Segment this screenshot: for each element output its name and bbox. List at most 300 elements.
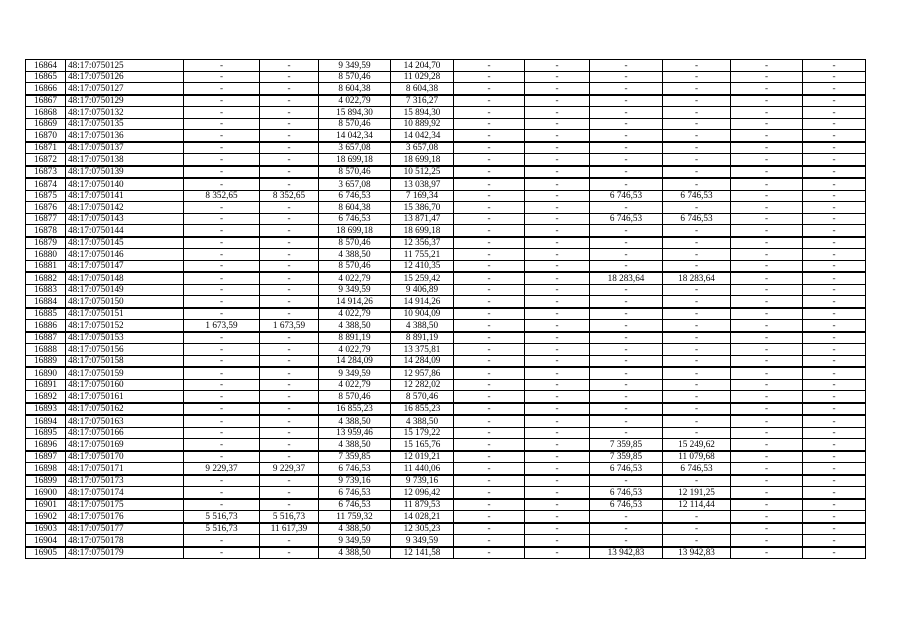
value-cell: - — [663, 415, 731, 427]
value-cell: - — [731, 190, 803, 202]
value-cell: - — [731, 487, 803, 499]
value-cell: - — [731, 107, 803, 119]
value-cell: - — [525, 535, 590, 547]
row-number-cell: 16866 — [26, 83, 66, 95]
value-cell: - — [260, 60, 319, 72]
value-cell: - — [525, 475, 590, 487]
value-cell: - — [260, 535, 319, 547]
value-cell: - — [525, 166, 590, 179]
value-cell: 13 375,81 — [391, 344, 454, 356]
value-cell: 4 022,79 — [319, 344, 391, 356]
value-cell: - — [590, 71, 663, 83]
value-cell: 6 746,53 — [663, 463, 731, 475]
value-cell: 6 746,53 — [590, 463, 663, 475]
value-cell: - — [260, 391, 319, 403]
value-cell: - — [803, 427, 866, 439]
value-cell: - — [590, 296, 663, 308]
value-cell: - — [525, 379, 590, 391]
row-number-cell: 16891 — [26, 379, 66, 391]
value-cell: - — [663, 107, 731, 119]
value-cell: 9 229,37 — [260, 463, 319, 475]
value-cell: - — [525, 272, 590, 284]
value-cell: - — [803, 142, 866, 154]
row-number-cell: 16881 — [26, 260, 66, 272]
value-cell: - — [803, 535, 866, 547]
value-cell: - — [525, 154, 590, 166]
cadastral-number-cell: 48:17:0750129 — [66, 95, 184, 107]
value-cell: - — [260, 107, 319, 119]
value-cell: - — [731, 415, 803, 427]
value-cell: - — [525, 260, 590, 272]
cadastral-number-cell: 48:17:0750147 — [66, 260, 184, 272]
value-cell: 9 229,37 — [184, 463, 260, 475]
value-cell: - — [590, 284, 663, 296]
value-cell: - — [454, 118, 525, 130]
cadastral-number-cell: 48:17:0750158 — [66, 355, 184, 367]
value-cell: - — [525, 60, 590, 72]
value-cell: - — [731, 213, 803, 225]
table-row — [26, 272, 866, 284]
value-cell: - — [260, 427, 319, 439]
value-cell: - — [803, 499, 866, 511]
value-cell: - — [260, 249, 319, 261]
value-cell: - — [590, 60, 663, 72]
table-row — [26, 142, 866, 154]
cadastral-number-cell: 48:17:0750139 — [66, 166, 184, 179]
row-number-cell: 16886 — [26, 320, 66, 332]
value-cell: 6 746,53 — [663, 190, 731, 202]
row-number-cell: 16894 — [26, 415, 66, 427]
table-row — [26, 451, 866, 463]
value-cell: - — [260, 237, 319, 249]
value-cell: - — [590, 511, 663, 523]
cadastral-number-cell: 48:17:0750138 — [66, 154, 184, 166]
cadastral-number-cell: 48:17:0750169 — [66, 439, 184, 451]
value-cell: - — [663, 535, 731, 547]
cadastral-number-cell: 48:17:0750174 — [66, 487, 184, 499]
value-cell: 6 746,53 — [319, 487, 391, 499]
row-number-cell: 16885 — [26, 308, 66, 320]
value-cell: - — [663, 403, 731, 416]
value-cell: - — [454, 463, 525, 475]
cadastral-number-cell: 48:17:0750152 — [66, 320, 184, 332]
table-row — [26, 308, 866, 320]
value-cell: - — [184, 344, 260, 356]
value-cell: - — [260, 308, 319, 320]
value-cell: - — [803, 451, 866, 463]
value-cell: - — [454, 415, 525, 427]
value-cell: - — [525, 107, 590, 119]
value-cell: 6 746,53 — [319, 213, 391, 225]
value-cell: - — [663, 475, 731, 487]
cadastral-number-cell: 48:17:0750173 — [66, 475, 184, 487]
table-row — [26, 427, 866, 439]
value-cell: - — [525, 332, 590, 344]
value-cell: - — [525, 71, 590, 83]
value-cell: - — [590, 260, 663, 272]
value-cell: - — [590, 166, 663, 179]
value-cell: - — [184, 547, 260, 559]
value-cell: 16 855,23 — [391, 403, 454, 416]
value-cell: - — [260, 71, 319, 83]
value-cell: - — [260, 355, 319, 367]
table-row — [26, 107, 866, 119]
table-row — [26, 475, 866, 487]
value-cell: - — [184, 249, 260, 261]
cadastral-number-cell: 48:17:0750126 — [66, 71, 184, 83]
table-row — [26, 367, 866, 379]
row-number-cell: 16888 — [26, 344, 66, 356]
value-cell: - — [184, 427, 260, 439]
value-cell: 14 914,26 — [319, 296, 391, 308]
value-cell: - — [184, 308, 260, 320]
table-row — [26, 403, 866, 416]
row-number-cell: 16889 — [26, 355, 66, 367]
value-cell: 10 904,09 — [391, 308, 454, 320]
value-cell: - — [663, 308, 731, 320]
value-cell: - — [454, 154, 525, 166]
value-cell: - — [184, 130, 260, 142]
row-number-cell: 16872 — [26, 154, 66, 166]
value-cell: - — [803, 332, 866, 344]
cadastral-number-cell: 48:17:0750132 — [66, 107, 184, 119]
value-cell: 8 891,19 — [391, 332, 454, 344]
cadastral-number-cell: 48:17:0750145 — [66, 237, 184, 249]
value-cell: - — [803, 225, 866, 237]
value-cell: 13 038,97 — [391, 178, 454, 190]
value-cell: 12 096,42 — [391, 487, 454, 499]
value-cell: - — [260, 166, 319, 179]
cadastral-number-cell: 48:17:0750177 — [66, 523, 184, 535]
value-cell: - — [454, 511, 525, 523]
value-cell: 14 204,70 — [391, 60, 454, 72]
value-cell: - — [454, 249, 525, 261]
value-cell: - — [731, 95, 803, 107]
value-cell: - — [454, 107, 525, 119]
table-row — [26, 118, 866, 130]
value-cell: - — [663, 202, 731, 214]
value-cell: - — [590, 107, 663, 119]
cadastral-number-cell: 48:17:0750156 — [66, 344, 184, 356]
value-cell: - — [454, 403, 525, 416]
table-row — [26, 415, 866, 427]
value-cell: - — [590, 178, 663, 190]
value-cell: - — [454, 535, 525, 547]
value-cell: - — [184, 451, 260, 463]
row-number-cell: 16900 — [26, 487, 66, 499]
value-cell: 18 283,64 — [590, 272, 663, 284]
value-cell: - — [803, 284, 866, 296]
value-cell: 12 114,44 — [663, 499, 731, 511]
value-cell: - — [590, 355, 663, 367]
value-cell: - — [803, 272, 866, 284]
value-cell: 12 305,23 — [391, 523, 454, 535]
row-number-cell: 16867 — [26, 95, 66, 107]
value-cell: - — [803, 511, 866, 523]
value-cell: - — [260, 178, 319, 190]
table-row — [26, 499, 866, 511]
value-cell: 9 739,16 — [319, 475, 391, 487]
cadastral-number-cell: 48:17:0750148 — [66, 272, 184, 284]
value-cell: - — [663, 379, 731, 391]
value-cell: - — [803, 547, 866, 559]
value-cell: 13 959,46 — [319, 427, 391, 439]
value-cell: - — [184, 499, 260, 511]
value-cell: - — [731, 308, 803, 320]
value-cell: - — [184, 535, 260, 547]
value-cell: - — [590, 142, 663, 154]
row-number-cell: 16899 — [26, 475, 66, 487]
value-cell: 5 516,73 — [184, 511, 260, 523]
value-cell: - — [803, 130, 866, 142]
value-cell: - — [803, 154, 866, 166]
value-cell: - — [590, 427, 663, 439]
value-cell: - — [731, 403, 803, 416]
row-number-cell: 16883 — [26, 284, 66, 296]
table-row — [26, 190, 866, 202]
cadastral-number-cell: 48:17:0750179 — [66, 547, 184, 559]
value-cell: - — [803, 391, 866, 403]
value-cell: - — [731, 475, 803, 487]
value-cell: 4 022,79 — [319, 272, 391, 284]
value-cell: - — [260, 403, 319, 416]
row-number-cell: 16869 — [26, 118, 66, 130]
table-row — [26, 213, 866, 225]
value-cell: - — [663, 344, 731, 356]
value-cell: 13 942,83 — [590, 547, 663, 559]
value-cell: - — [731, 355, 803, 367]
value-cell: 16 855,23 — [319, 403, 391, 416]
row-number-cell: 16865 — [26, 71, 66, 83]
value-cell: - — [260, 439, 319, 451]
table-body — [26, 60, 866, 559]
value-cell: 4 388,50 — [391, 320, 454, 332]
value-cell: 7 316,27 — [391, 95, 454, 107]
value-cell: - — [184, 332, 260, 344]
value-cell: 4 388,50 — [319, 415, 391, 427]
value-cell: - — [260, 225, 319, 237]
table-row — [26, 71, 866, 83]
value-cell: - — [731, 367, 803, 379]
value-cell: - — [663, 237, 731, 249]
value-cell: - — [184, 475, 260, 487]
table-row — [26, 237, 866, 249]
value-cell: 18 699,18 — [319, 225, 391, 237]
value-cell: - — [454, 320, 525, 332]
value-cell: - — [803, 367, 866, 379]
value-cell: - — [663, 178, 731, 190]
value-cell: 11 029,28 — [391, 71, 454, 83]
value-cell: - — [184, 71, 260, 83]
value-cell: - — [184, 237, 260, 249]
value-cell: - — [590, 118, 663, 130]
value-cell: - — [525, 427, 590, 439]
value-cell: - — [525, 403, 590, 416]
value-cell: - — [525, 439, 590, 451]
value-cell: 8 570,46 — [319, 71, 391, 83]
table-row — [26, 344, 866, 356]
value-cell: 12 356,37 — [391, 237, 454, 249]
value-cell: - — [590, 344, 663, 356]
value-cell: - — [663, 296, 731, 308]
value-cell: 8 570,46 — [319, 391, 391, 403]
value-cell: - — [731, 118, 803, 130]
value-cell: - — [260, 344, 319, 356]
value-cell: - — [590, 130, 663, 142]
value-cell: - — [260, 451, 319, 463]
value-cell: - — [184, 83, 260, 95]
row-number-cell: 16879 — [26, 237, 66, 249]
value-cell: 7 359,85 — [590, 451, 663, 463]
value-cell: 15 894,30 — [319, 107, 391, 119]
value-cell: - — [260, 260, 319, 272]
value-cell: - — [260, 367, 319, 379]
cadastral-number-cell: 48:17:0750140 — [66, 178, 184, 190]
value-cell: - — [663, 523, 731, 535]
value-cell: - — [663, 260, 731, 272]
value-cell: - — [184, 296, 260, 308]
value-cell: 8 570,46 — [319, 237, 391, 249]
value-cell: - — [803, 202, 866, 214]
value-cell: 11 440,06 — [391, 463, 454, 475]
row-number-cell: 16871 — [26, 142, 66, 154]
value-cell: - — [260, 154, 319, 166]
value-cell: - — [590, 523, 663, 535]
value-cell: - — [731, 332, 803, 344]
value-cell: 14 042,34 — [391, 130, 454, 142]
value-cell: - — [525, 391, 590, 403]
value-cell: - — [663, 154, 731, 166]
value-cell: 4 388,50 — [319, 320, 391, 332]
value-cell: - — [803, 475, 866, 487]
value-cell: - — [803, 190, 866, 202]
value-cell: - — [731, 71, 803, 83]
value-cell: 14 914,26 — [391, 296, 454, 308]
value-cell: - — [663, 166, 731, 179]
value-cell: 4 388,50 — [319, 439, 391, 451]
value-cell: 8 570,46 — [319, 118, 391, 130]
value-cell: 4 022,79 — [319, 95, 391, 107]
value-cell: - — [184, 142, 260, 154]
value-cell: - — [454, 439, 525, 451]
table-row — [26, 225, 866, 237]
value-cell: 5 516,73 — [184, 523, 260, 535]
value-cell: - — [731, 523, 803, 535]
value-cell: - — [663, 427, 731, 439]
row-number-cell: 16890 — [26, 367, 66, 379]
value-cell: 12 410,35 — [391, 260, 454, 272]
row-number-cell: 16870 — [26, 130, 66, 142]
value-cell: - — [454, 367, 525, 379]
table-row — [26, 511, 866, 523]
cadastral-number-cell: 48:17:0750146 — [66, 249, 184, 261]
value-cell: - — [260, 415, 319, 427]
value-cell: 6 746,53 — [590, 499, 663, 511]
value-cell: - — [454, 355, 525, 367]
value-cell: - — [731, 344, 803, 356]
table-row — [26, 487, 866, 499]
value-cell: 9 349,59 — [319, 367, 391, 379]
cadastral-number-cell: 48:17:0750141 — [66, 190, 184, 202]
value-cell: - — [590, 308, 663, 320]
value-cell: - — [590, 367, 663, 379]
value-cell: - — [525, 118, 590, 130]
value-cell: - — [731, 154, 803, 166]
row-number-cell: 16878 — [26, 225, 66, 237]
cadastral-number-cell: 48:17:0750166 — [66, 427, 184, 439]
value-cell: - — [184, 367, 260, 379]
value-cell: - — [803, 260, 866, 272]
row-number-cell: 16868 — [26, 107, 66, 119]
value-cell: - — [731, 272, 803, 284]
value-cell: - — [184, 213, 260, 225]
value-cell: 3 657,08 — [391, 142, 454, 154]
value-cell: - — [590, 391, 663, 403]
value-cell: - — [454, 344, 525, 356]
value-cell: - — [731, 60, 803, 72]
value-cell: 15 259,42 — [391, 272, 454, 284]
value-cell: - — [184, 487, 260, 499]
value-cell: - — [454, 202, 525, 214]
value-cell: - — [525, 308, 590, 320]
table-row — [26, 320, 866, 332]
row-number-cell: 16893 — [26, 403, 66, 416]
row-number-cell: 16892 — [26, 391, 66, 403]
value-cell: 18 699,18 — [391, 154, 454, 166]
value-cell: - — [525, 202, 590, 214]
row-number-cell: 16876 — [26, 202, 66, 214]
value-cell: - — [731, 202, 803, 214]
cadastral-number-cell: 48:17:0750171 — [66, 463, 184, 475]
value-cell: - — [731, 391, 803, 403]
data-table — [25, 59, 866, 559]
value-cell: - — [731, 379, 803, 391]
value-cell: - — [525, 320, 590, 332]
value-cell: - — [184, 225, 260, 237]
value-cell: - — [454, 284, 525, 296]
value-cell: - — [803, 344, 866, 356]
value-cell: - — [731, 535, 803, 547]
value-cell: - — [590, 95, 663, 107]
value-cell: 10 512,25 — [391, 166, 454, 179]
value-cell: - — [663, 391, 731, 403]
value-cell: 4 388,50 — [391, 415, 454, 427]
value-cell: 12 282,02 — [391, 379, 454, 391]
table-row — [26, 178, 866, 190]
row-number-cell: 16896 — [26, 439, 66, 451]
cadastral-number-cell: 48:17:0750151 — [66, 308, 184, 320]
value-cell: - — [454, 95, 525, 107]
table-row — [26, 60, 866, 72]
value-cell: - — [590, 535, 663, 547]
table-row — [26, 391, 866, 403]
cadastral-number-cell: 48:17:0750144 — [66, 225, 184, 237]
value-cell: - — [803, 439, 866, 451]
value-cell: - — [731, 427, 803, 439]
value-cell: - — [525, 225, 590, 237]
value-cell: - — [803, 71, 866, 83]
value-cell: - — [525, 511, 590, 523]
row-number-cell: 16882 — [26, 272, 66, 284]
cadastral-number-cell: 48:17:0750162 — [66, 403, 184, 416]
value-cell: - — [260, 213, 319, 225]
table-row — [26, 379, 866, 391]
value-cell: - — [454, 308, 525, 320]
value-cell: 4 388,50 — [319, 249, 391, 261]
cadastral-number-cell: 48:17:0750160 — [66, 379, 184, 391]
value-cell: - — [525, 237, 590, 249]
row-number-cell: 16880 — [26, 249, 66, 261]
